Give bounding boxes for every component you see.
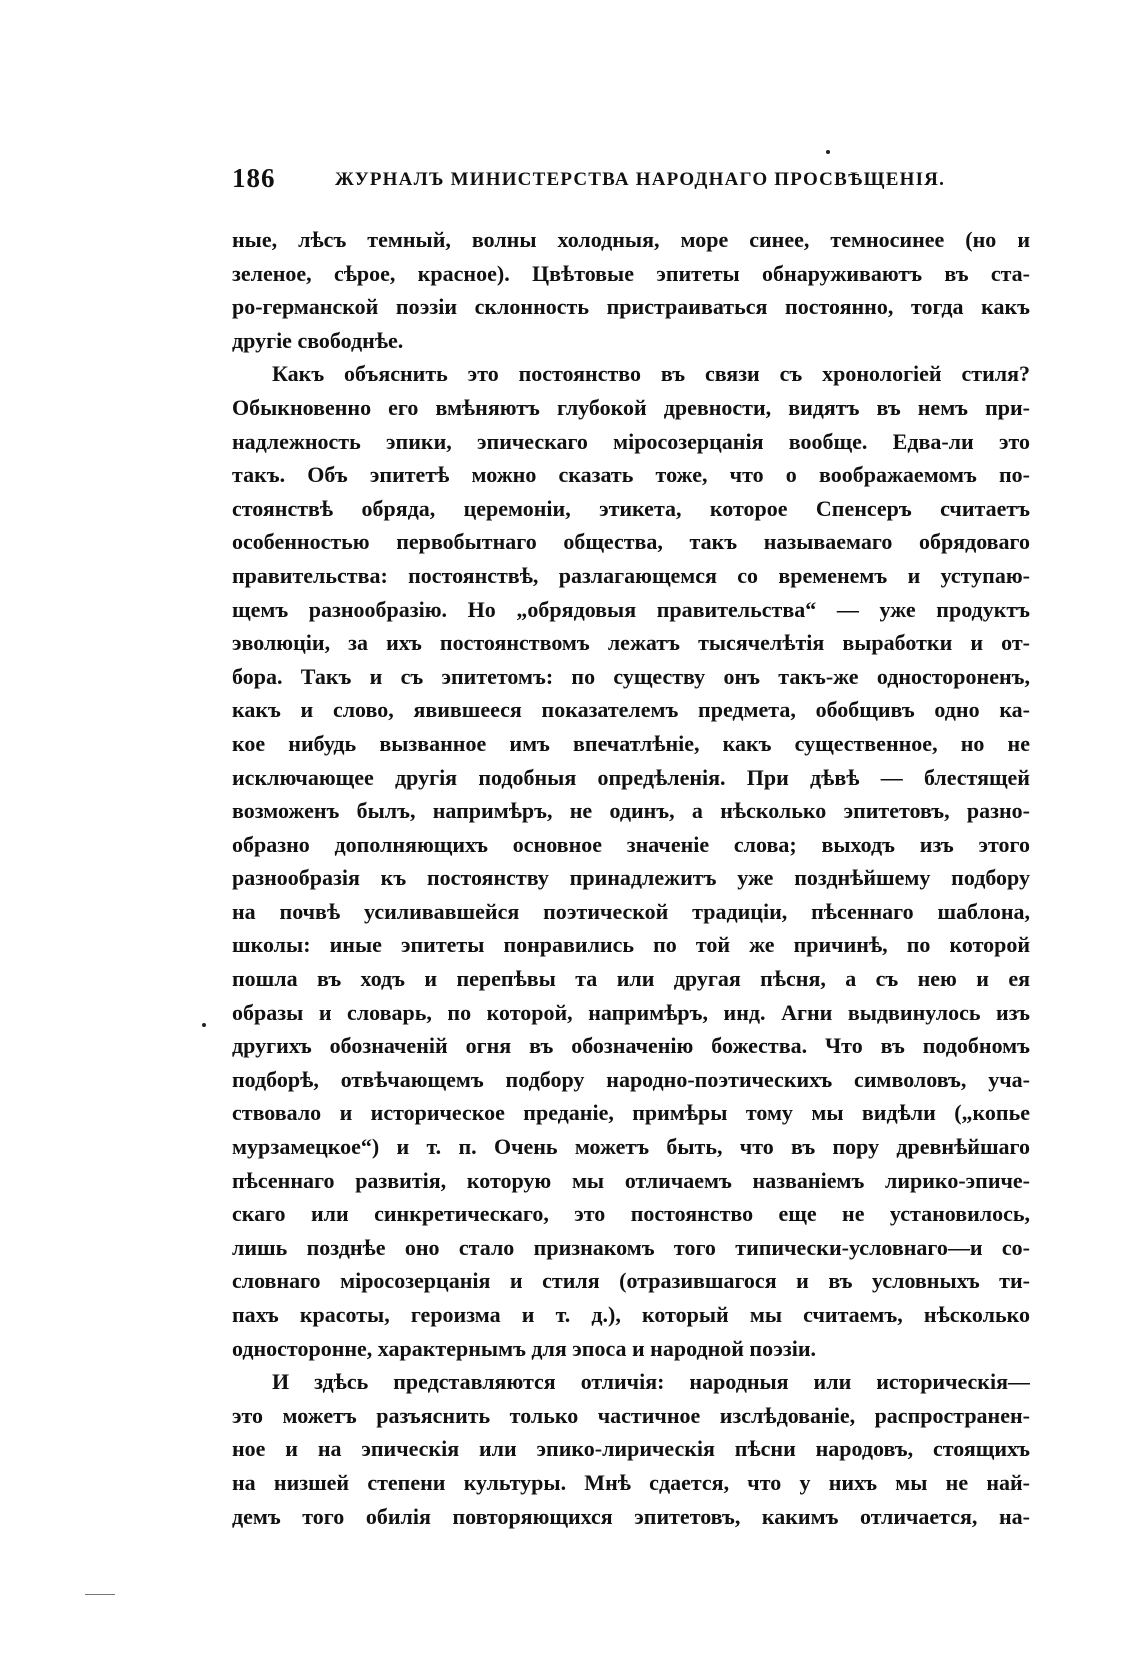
text-line: бора. Такъ и съ эпитетомъ: по существу онъ такъ-же одностороненъ, bbox=[232, 663, 1030, 689]
page-number: 186 bbox=[232, 163, 276, 193]
text-line: разнообразія къ постоянству принадлежитъ уже позднѣйшему подбору bbox=[232, 865, 1030, 891]
text-line: скаго или синкретическаго, это постоянство еще не установилось, bbox=[232, 1201, 1030, 1227]
text-line: Обыкновенно его вмѣняютъ глубокой древности, видятъ въ немъ при- bbox=[232, 394, 1030, 420]
text-line: И здѣсь представляются отличія: народныя или историческія— bbox=[272, 1369, 1030, 1395]
text-line: щемъ разнообразію. Но „обрядовыя правительства“ — уже продуктъ bbox=[232, 596, 1030, 622]
text-line: ное и на эпическія или эпико-лирическія пѣсни народовъ, стоящихъ bbox=[232, 1436, 1030, 1462]
page-header bbox=[232, 163, 1032, 203]
text-line: кое нибудь вызванное имъ впечатлѣніе, какъ существенное, но не bbox=[232, 730, 1030, 756]
text-line: на почвѣ усиливавшейся поэтической традиціи, пѣсеннаго шаблона, bbox=[232, 898, 1030, 924]
text-line: демъ того обилія повторяющихся эпитетовъ, какимъ отличается, на- bbox=[232, 1503, 1030, 1529]
text-line: ствовало и историческое преданіе, примѣры тому мы видѣли („копье bbox=[232, 1100, 1030, 1126]
text-line: особенностью первобытнаго общества, такъ называемаго обрядоваго bbox=[232, 529, 1030, 555]
text-line: Какъ объяснить это постоянство въ связи съ хронологіей стиля? bbox=[272, 361, 1030, 387]
text-line: эволюціи, за ихъ постоянствомъ лежатъ тысячелѣтія выработки и от- bbox=[232, 630, 1030, 656]
text-line: образно дополняющихъ основное значеніе слова; выходъ изъ этого bbox=[232, 831, 1030, 857]
text-line: словнаго міросозерцанія и стиля (отразившагося и въ условныхъ ти- bbox=[232, 1268, 1030, 1294]
text-line: какъ и слово, явившееся показателемъ предмета, обобщивъ одно ка- bbox=[232, 697, 1030, 723]
text-line: это можетъ разъяснить только частичное изслѣдованіе, распространен- bbox=[232, 1402, 1030, 1428]
text-line: зеленое, сѣрое, красное). Цвѣтовые эпитеты обнаруживаютъ въ ста- bbox=[232, 260, 1030, 286]
text-line: надлежность эпики, эпическаго міросозерцанія вообще. Едва-ли это bbox=[232, 428, 1030, 454]
text-line: лишь позднѣе оно стало признакомъ того типически-условнаго—и со- bbox=[232, 1234, 1030, 1260]
footer-rule bbox=[85, 1594, 115, 1595]
text-line: пѣсеннаго развитія, которую мы отличаемъ названіемъ лирико-эпиче- bbox=[232, 1167, 1030, 1193]
margin-dot bbox=[202, 1023, 206, 1027]
text-line: исключающее другія подобныя опредѣленія. При дѣвѣ — блестящей bbox=[232, 764, 1030, 790]
text-line: пошла въ ходъ и перепѣвы та или другая пѣсня, а съ нею и ея bbox=[232, 966, 1030, 992]
text-line: односторонне, характернымъ для эпоса и народной поэзіи. bbox=[232, 1335, 816, 1361]
text-line: подборѣ, отвѣчающемъ подбору народно-поэтическихъ символовъ, уча- bbox=[232, 1066, 1030, 1092]
ink-speck bbox=[826, 150, 830, 154]
text-line: ро-германской поэзіи склонность пристраиваться постоянно, тогда какъ bbox=[232, 294, 1030, 320]
body-text bbox=[232, 223, 1030, 1533]
text-line: другіе свободнѣе. bbox=[232, 327, 404, 353]
text-line: ные, лѣсъ темный, волны холодныя, море синее, темносинее (но и bbox=[232, 227, 1030, 252]
text-line: правительства: постоянствѣ, разлагающемся со временемъ и уступаю- bbox=[232, 562, 1030, 588]
text-line: пахъ красоты, героизма и т. д.), который мы считаемъ, нѣсколько bbox=[232, 1302, 1030, 1327]
running-title: ЖУРНАЛЪ МИНИСТЕРСТВА НАРОДНАГО ПРОСВѢЩЕНІЯ. bbox=[335, 169, 946, 190]
text-line: мурзамецкое“) и т. п. Очень можетъ быть, что въ пору древнѣйшаго bbox=[232, 1134, 1030, 1160]
text-line: на низшей степени культуры. Мнѣ сдается, что у нихъ мы не най- bbox=[232, 1469, 1030, 1495]
text-line: стоянствѣ обряда, церемоніи, этикета, которое Спенсеръ считаетъ bbox=[232, 495, 1030, 521]
text-line: образы и словарь, по которой, напримѣръ, инд. Агни выдвинулось изъ bbox=[232, 999, 1030, 1025]
text-line: другихъ обозначеній огня въ обозначенію божества. Что въ подобномъ bbox=[232, 1033, 1030, 1059]
text-line: такъ. Объ эпитетѣ можно сказать тоже, что о воображаемомъ по- bbox=[232, 462, 1030, 488]
text-line: возможенъ былъ, напримѣръ, не одинъ, а нѣсколько эпитетовъ, разно- bbox=[232, 798, 1030, 824]
text-line: школы: иные эпитеты понравились по той же причинѣ, по которой bbox=[232, 932, 1030, 958]
